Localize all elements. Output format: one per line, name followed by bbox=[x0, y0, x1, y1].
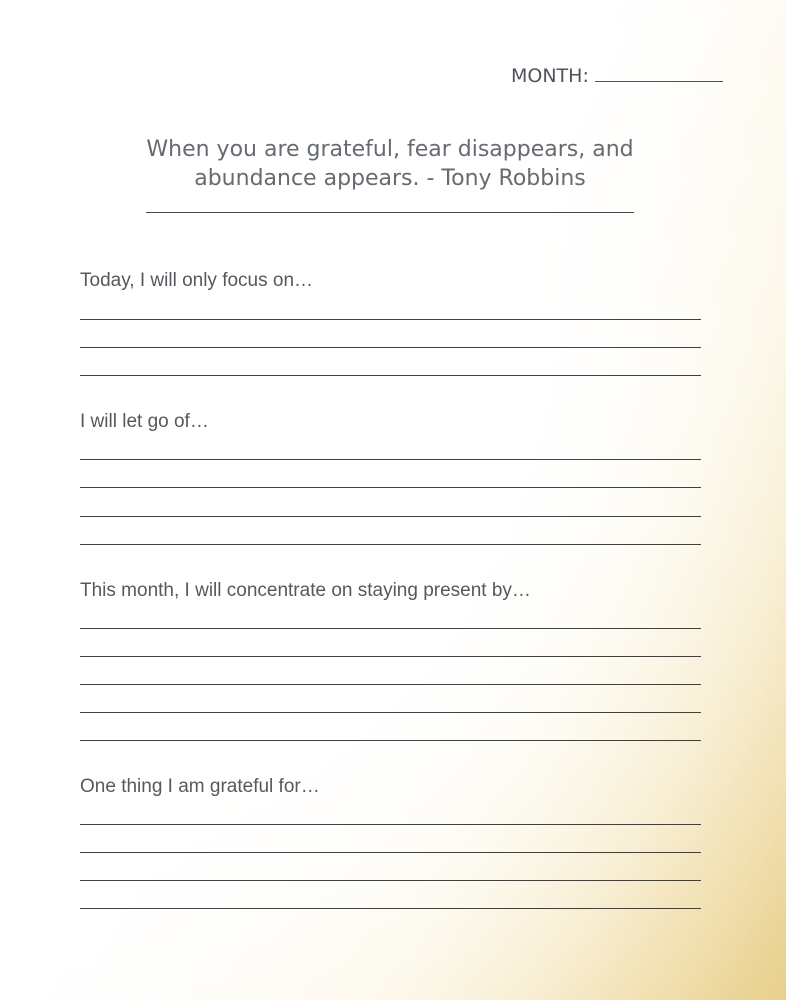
quote-line-2: abundance appears. - Tony Robbins bbox=[194, 166, 586, 191]
month-label: MONTH: bbox=[511, 65, 589, 87]
month-write-line[interactable] bbox=[595, 62, 723, 82]
prompt-present: This month, I will concentrate on staying present by… bbox=[80, 580, 531, 601]
writing-line[interactable] bbox=[80, 740, 701, 741]
writing-line[interactable] bbox=[80, 824, 701, 825]
quote bbox=[90, 135, 690, 193]
writing-line[interactable] bbox=[80, 319, 701, 320]
writing-line[interactable] bbox=[80, 628, 701, 629]
writing-line[interactable] bbox=[80, 516, 701, 517]
writing-line[interactable] bbox=[80, 852, 701, 853]
writing-line[interactable] bbox=[80, 880, 701, 881]
writing-line[interactable] bbox=[80, 459, 701, 460]
prompt-focus: Today, I will only focus on… bbox=[80, 270, 314, 291]
quote-divider bbox=[146, 212, 634, 213]
writing-line[interactable] bbox=[80, 908, 701, 909]
writing-line[interactable] bbox=[80, 684, 701, 685]
prompt-let-go: I will let go of… bbox=[80, 411, 209, 432]
writing-line[interactable] bbox=[80, 544, 701, 545]
quote-line-1: When you are grateful, fear disappears, and bbox=[146, 137, 634, 162]
writing-line[interactable] bbox=[80, 347, 701, 348]
writing-line[interactable] bbox=[80, 487, 701, 488]
prompt-grateful: One thing I am grateful for… bbox=[80, 776, 320, 797]
month-field bbox=[511, 62, 723, 87]
writing-line[interactable] bbox=[80, 375, 701, 376]
writing-line[interactable] bbox=[80, 656, 701, 657]
writing-line[interactable] bbox=[80, 712, 701, 713]
